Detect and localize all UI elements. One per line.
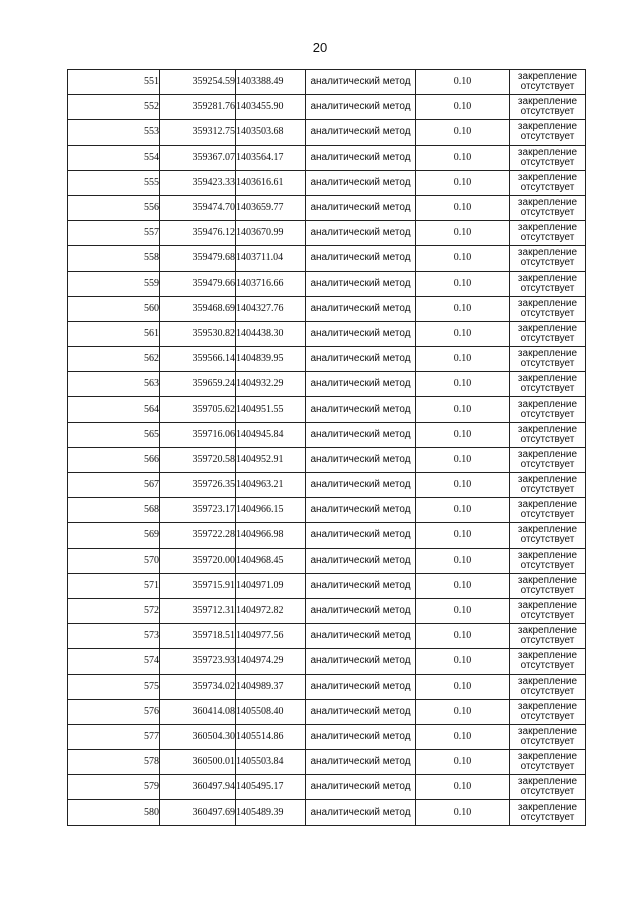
method: аналитический метод [306,724,416,749]
accuracy: 0.10 [416,221,510,246]
method: аналитический метод [306,548,416,573]
accuracy: 0.10 [416,422,510,447]
coordinate-y: 1403716.66 [236,271,306,296]
point-number: 570 [68,548,160,573]
coordinate-y: 1404327.76 [236,296,306,321]
point-number: 565 [68,422,160,447]
coordinate-y: 1404963.21 [236,473,306,498]
coordinate-y: 1403659.77 [236,195,306,220]
accuracy: 0.10 [416,724,510,749]
coordinate-x: 359720.58 [160,447,236,472]
fixation: закрепление отсутствует [510,498,586,523]
coordinate-y: 1403670.99 [236,221,306,246]
point-number: 575 [68,674,160,699]
method: аналитический метод [306,800,416,825]
point-number: 558 [68,246,160,271]
point-number: 571 [68,573,160,598]
method: аналитический метод [306,296,416,321]
method: аналитический метод [306,750,416,775]
coordinate-y: 1404839.95 [236,347,306,372]
accuracy: 0.10 [416,397,510,422]
coordinate-y: 1405508.40 [236,699,306,724]
table-row [68,95,586,120]
coordinate-y: 1403388.49 [236,70,306,95]
table-row [68,473,586,498]
method: аналитический метод [306,70,416,95]
fixation: закрепление отсутствует [510,95,586,120]
table-row [68,372,586,397]
accuracy: 0.10 [416,195,510,220]
coordinate-y: 1403564.17 [236,145,306,170]
coordinate-y: 1404974.29 [236,649,306,674]
accuracy: 0.10 [416,120,510,145]
table-row [68,422,586,447]
accuracy: 0.10 [416,246,510,271]
accuracy: 0.10 [416,95,510,120]
point-number: 555 [68,170,160,195]
fixation: закрепление отсутствует [510,422,586,447]
method: аналитический метод [306,447,416,472]
method: аналитический метод [306,422,416,447]
method: аналитический метод [306,397,416,422]
fixation: закрепление отсутствует [510,775,586,800]
accuracy: 0.10 [416,649,510,674]
fixation: закрепление отсутствует [510,548,586,573]
method: аналитический метод [306,674,416,699]
method: аналитический метод [306,775,416,800]
fixation: закрепление отсутствует [510,296,586,321]
point-number: 573 [68,624,160,649]
coordinate-y: 1404952.91 [236,447,306,472]
point-number: 577 [68,724,160,749]
coordinate-x: 359479.66 [160,271,236,296]
table-row [68,195,586,220]
coordinate-x: 359281.76 [160,95,236,120]
method: аналитический метод [306,145,416,170]
coordinate-y: 1405514.86 [236,724,306,749]
fixation: закрепление отсутствует [510,447,586,472]
coordinates-table [67,69,586,826]
fixation: закрепление отсутствует [510,397,586,422]
table-row [68,447,586,472]
point-number: 567 [68,473,160,498]
coordinate-x: 359474.70 [160,195,236,220]
coordinate-y: 1403616.61 [236,170,306,195]
method: аналитический метод [306,624,416,649]
method: аналитический метод [306,271,416,296]
point-number: 576 [68,699,160,724]
coordinate-x: 359312.75 [160,120,236,145]
table-row [68,548,586,573]
coordinate-x: 359716.06 [160,422,236,447]
coordinate-x: 360504.30 [160,724,236,749]
method: аналитический метод [306,321,416,346]
coordinates-table-body [68,70,586,826]
accuracy: 0.10 [416,170,510,195]
point-number: 568 [68,498,160,523]
fixation: закрепление отсутствует [510,473,586,498]
method: аналитический метод [306,699,416,724]
accuracy: 0.10 [416,573,510,598]
point-number: 578 [68,750,160,775]
accuracy: 0.10 [416,347,510,372]
point-number: 551 [68,70,160,95]
accuracy: 0.10 [416,271,510,296]
coordinate-x: 360414.08 [160,699,236,724]
point-number: 572 [68,598,160,623]
method: аналитический метод [306,649,416,674]
fixation: закрепление отсутствует [510,170,586,195]
coordinate-x: 360497.69 [160,800,236,825]
page-number: 20 [312,40,328,55]
fixation: закрепление отсутствует [510,70,586,95]
table-row [68,145,586,170]
table-row [68,699,586,724]
point-number: 574 [68,649,160,674]
table-row [68,775,586,800]
method: аналитический метод [306,95,416,120]
coordinate-y: 1404945.84 [236,422,306,447]
coordinate-x: 359367.07 [160,145,236,170]
table-row [68,271,586,296]
point-number: 552 [68,95,160,120]
fixation: закрепление отсутствует [510,724,586,749]
coordinate-y: 1404972.82 [236,598,306,623]
point-number: 566 [68,447,160,472]
coordinate-x: 359423.33 [160,170,236,195]
point-number: 580 [68,800,160,825]
coordinate-x: 359659.24 [160,372,236,397]
coordinate-x: 359530.82 [160,321,236,346]
table-row [68,221,586,246]
fixation: закрепление отсутствует [510,699,586,724]
coordinate-y: 1404977.56 [236,624,306,649]
fixation: закрепление отсутствует [510,271,586,296]
table-row [68,70,586,95]
table-row [68,498,586,523]
accuracy: 0.10 [416,624,510,649]
accuracy: 0.10 [416,523,510,548]
method: аналитический метод [306,170,416,195]
table-row [68,347,586,372]
method: аналитический метод [306,573,416,598]
method: аналитический метод [306,523,416,548]
point-number: 563 [68,372,160,397]
point-number: 557 [68,221,160,246]
table-row [68,800,586,825]
point-number: 559 [68,271,160,296]
method: аналитический метод [306,246,416,271]
table-row [68,598,586,623]
coordinate-x: 359476.12 [160,221,236,246]
method: аналитический метод [306,372,416,397]
point-number: 564 [68,397,160,422]
point-number: 569 [68,523,160,548]
coordinate-x: 359705.62 [160,397,236,422]
fixation: закрепление отсутствует [510,523,586,548]
fixation: закрепление отсутствует [510,800,586,825]
method: аналитический метод [306,498,416,523]
table-row [68,170,586,195]
coordinate-x: 360497.94 [160,775,236,800]
fixation: закрепление отсутствует [510,750,586,775]
fixation: закрепление отсутствует [510,573,586,598]
fixation: закрепление отсутствует [510,624,586,649]
method: аналитический метод [306,473,416,498]
fixation: закрепление отсутствует [510,195,586,220]
table-row [68,246,586,271]
accuracy: 0.10 [416,598,510,623]
coordinate-x: 359723.17 [160,498,236,523]
table-row [68,724,586,749]
fixation: закрепление отсутствует [510,246,586,271]
point-number: 560 [68,296,160,321]
coordinate-y: 1403503.68 [236,120,306,145]
fixation: закрепление отсутствует [510,221,586,246]
table-row [68,750,586,775]
point-number: 554 [68,145,160,170]
point-number: 562 [68,347,160,372]
accuracy: 0.10 [416,145,510,170]
table-row [68,674,586,699]
method: аналитический метод [306,120,416,145]
fixation: закрепление отсутствует [510,321,586,346]
accuracy: 0.10 [416,498,510,523]
fixation: закрепление отсутствует [510,372,586,397]
coordinate-x: 359712.31 [160,598,236,623]
table-row [68,321,586,346]
accuracy: 0.10 [416,372,510,397]
coordinate-y: 1404966.15 [236,498,306,523]
accuracy: 0.10 [416,674,510,699]
accuracy: 0.10 [416,548,510,573]
coordinate-y: 1405503.84 [236,750,306,775]
fixation: закрепление отсутствует [510,120,586,145]
coordinate-x: 359722.28 [160,523,236,548]
coordinate-y: 1404966.98 [236,523,306,548]
accuracy: 0.10 [416,750,510,775]
table-row [68,296,586,321]
coordinate-x: 359479.68 [160,246,236,271]
coordinate-x: 359566.14 [160,347,236,372]
coordinate-y: 1405495.17 [236,775,306,800]
coordinate-x: 360500.01 [160,750,236,775]
coordinate-x: 359720.00 [160,548,236,573]
coordinate-y: 1404932.29 [236,372,306,397]
method: аналитический метод [306,598,416,623]
point-number: 553 [68,120,160,145]
table-row [68,649,586,674]
table-row [68,397,586,422]
coordinate-x: 359254.59 [160,70,236,95]
table-row [68,120,586,145]
method: аналитический метод [306,347,416,372]
coordinate-y: 1404968.45 [236,548,306,573]
coordinate-y: 1404951.55 [236,397,306,422]
fixation: закрепление отсутствует [510,598,586,623]
coordinate-y: 1404989.37 [236,674,306,699]
coordinate-y: 1403711.04 [236,246,306,271]
accuracy: 0.10 [416,447,510,472]
accuracy: 0.10 [416,296,510,321]
coordinate-y: 1403455.90 [236,95,306,120]
accuracy: 0.10 [416,775,510,800]
method: аналитический метод [306,195,416,220]
fixation: закрепление отсутствует [510,674,586,699]
point-number: 556 [68,195,160,220]
coordinate-x: 359723.93 [160,649,236,674]
coordinate-x: 359734.02 [160,674,236,699]
method: аналитический метод [306,221,416,246]
table-row [68,573,586,598]
coordinate-x: 359726.35 [160,473,236,498]
point-number: 561 [68,321,160,346]
fixation: закрепление отсутствует [510,649,586,674]
coordinate-x: 359718.51 [160,624,236,649]
coordinate-y: 1404971.09 [236,573,306,598]
table-row [68,523,586,548]
coordinate-x: 359468.69 [160,296,236,321]
accuracy: 0.10 [416,70,510,95]
fixation: закрепление отсутствует [510,347,586,372]
coordinate-y: 1405489.39 [236,800,306,825]
point-number: 579 [68,775,160,800]
accuracy: 0.10 [416,800,510,825]
accuracy: 0.10 [416,699,510,724]
table-row [68,624,586,649]
accuracy: 0.10 [416,321,510,346]
accuracy: 0.10 [416,473,510,498]
coordinate-y: 1404438.30 [236,321,306,346]
fixation: закрепление отсутствует [510,145,586,170]
coordinate-x: 359715.91 [160,573,236,598]
